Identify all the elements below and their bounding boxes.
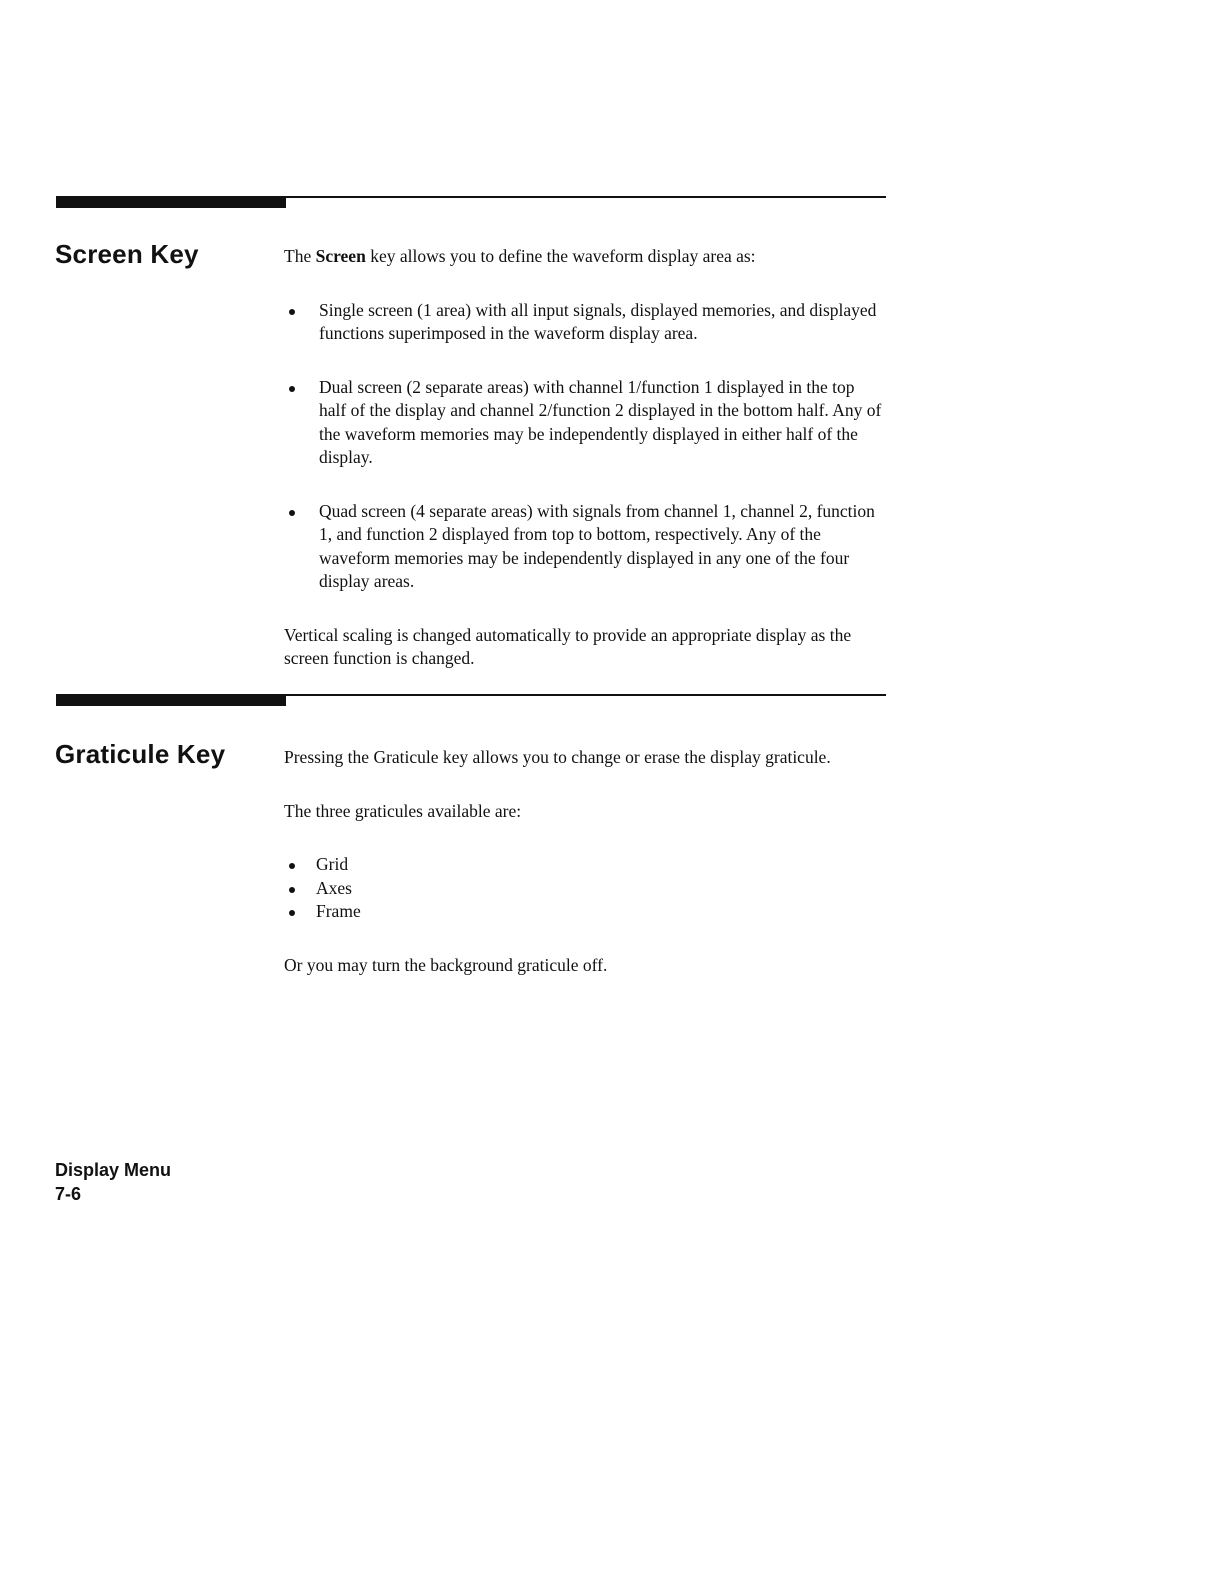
bullet-icon bbox=[289, 910, 295, 916]
graticule-key-body bbox=[284, 746, 884, 977]
list-item-text: Axes bbox=[316, 877, 352, 898]
intro-suffix: key allows you to define the waveform display area as: bbox=[365, 246, 756, 266]
list-item-text: Dual screen (2 separate areas) with channel 1/function 1 displayed in the top half of the display and channel 2/function 2 displayed in the bottom half. Any of the waveform memories may be independently displayed in either half of the display. bbox=[319, 376, 882, 467]
graticule-list bbox=[284, 853, 884, 924]
list-item-text: Grid bbox=[316, 854, 349, 874]
list-item-grid bbox=[284, 853, 884, 877]
bullet-icon bbox=[289, 510, 295, 516]
screen-key-body bbox=[284, 245, 884, 671]
screen-key-intro bbox=[284, 245, 884, 269]
rule-thick-bar bbox=[56, 694, 286, 706]
list-item-text: Single screen (1 area) with all input signals, displayed memories, and displayed functions superimposed in the waveform display area. bbox=[319, 299, 877, 343]
bullet-icon bbox=[289, 309, 295, 315]
list-item-single-screen bbox=[284, 299, 884, 346]
list-item-text: Quad screen (4 separate areas) with signals from channel 1, channel 2, function 1, and function 2 displayed from top to bottom, respectively. Any of the waveform memories may be independently displayed in any one of the four display areas. bbox=[319, 500, 875, 591]
screen-key-heading: Screen Key bbox=[55, 239, 199, 269]
list-item-dual-screen bbox=[284, 376, 884, 470]
bullet-icon bbox=[289, 863, 295, 869]
list-item-text: Frame bbox=[316, 901, 361, 921]
footer-section-title: Display Menu bbox=[55, 1160, 172, 1180]
intro-prefix: The bbox=[284, 246, 316, 266]
section-rule-screen bbox=[56, 196, 886, 210]
bullet-icon bbox=[289, 887, 295, 893]
footer-page-number: 7-6 bbox=[55, 1184, 82, 1204]
bullet-icon bbox=[289, 386, 295, 392]
list-item-frame bbox=[284, 900, 884, 924]
screen-key-closing: Vertical scaling is changed automatically to provide an appropriate display as the screen function is changed. bbox=[284, 624, 852, 668]
graticule-key-heading: Graticule Key bbox=[55, 739, 226, 769]
screen-mode-list bbox=[284, 299, 884, 594]
intro-bold-key: Screen bbox=[315, 246, 366, 266]
list-item-axes bbox=[284, 877, 884, 901]
list-item-quad-screen bbox=[284, 500, 884, 594]
graticule-list-intro: The three graticules available are: bbox=[284, 800, 522, 821]
graticule-key-closing: Or you may turn the background graticule off. bbox=[284, 954, 608, 975]
rule-thick-bar bbox=[56, 196, 286, 208]
section-rule-graticule bbox=[56, 694, 886, 708]
graticule-key-intro: Pressing the Graticule key allows you to change or erase the display graticule. bbox=[284, 747, 831, 767]
page-footer bbox=[55, 1158, 171, 1206]
